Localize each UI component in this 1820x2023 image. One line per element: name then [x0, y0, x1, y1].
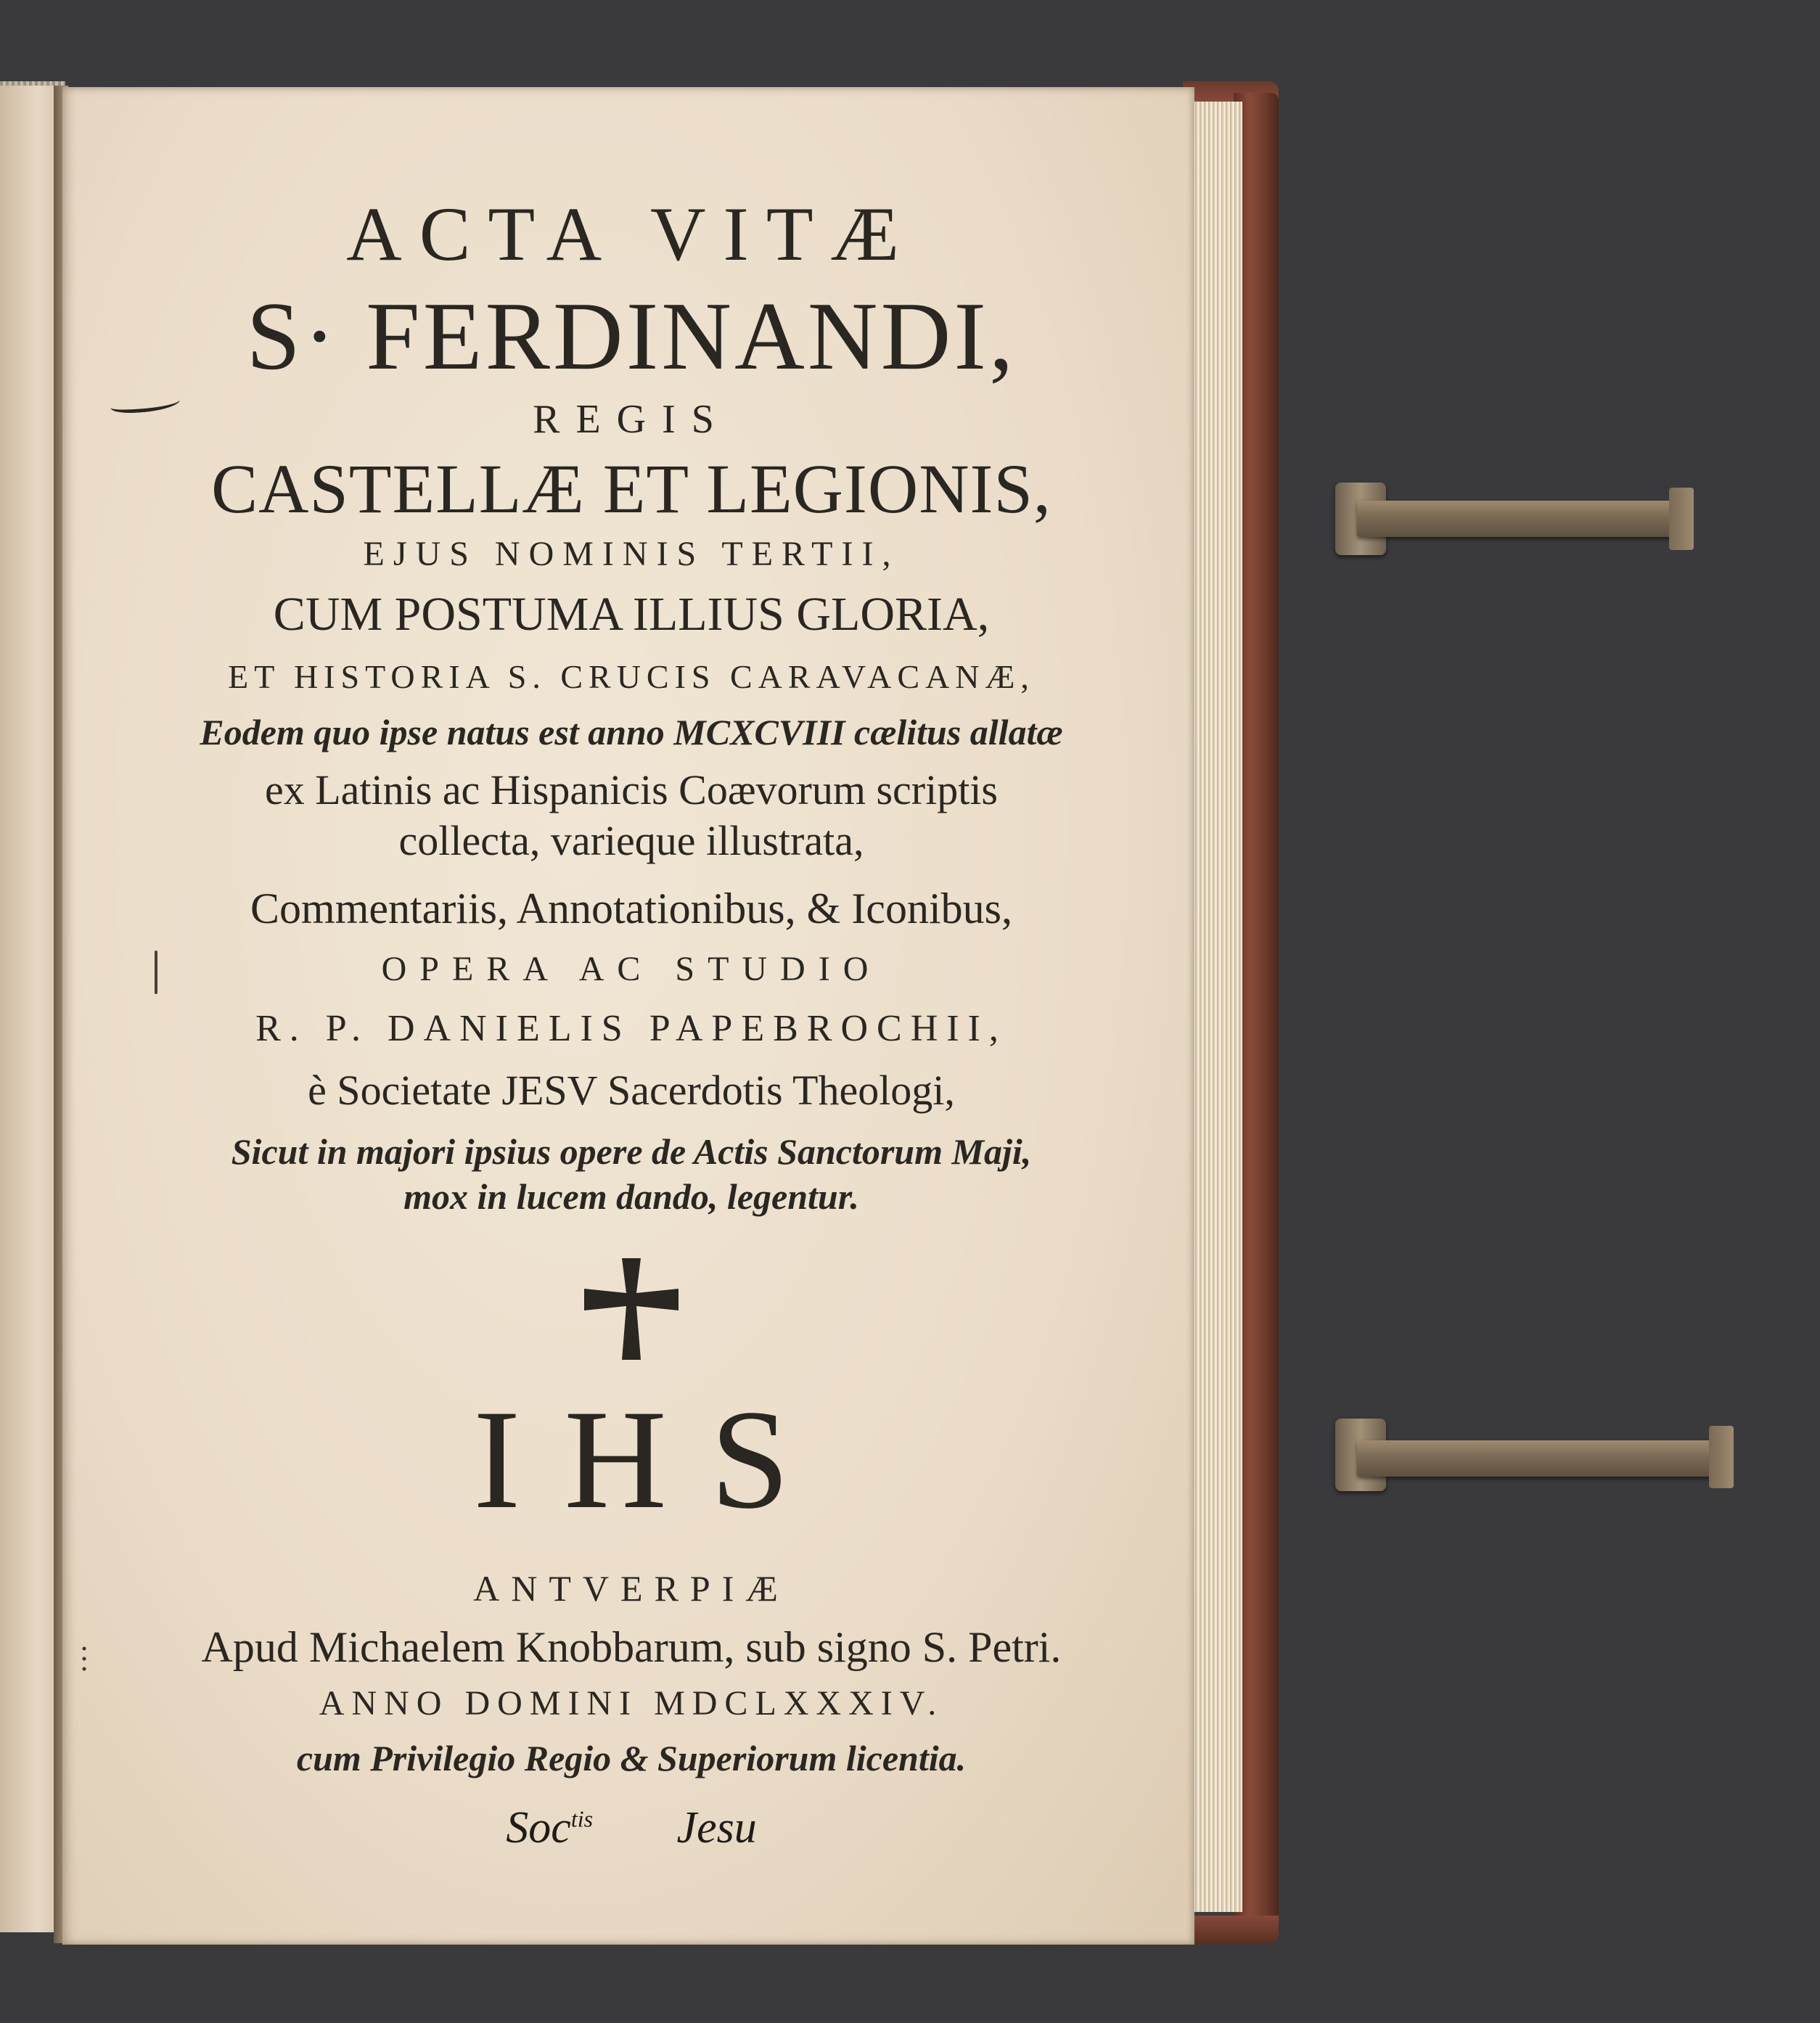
- cross-icon: [584, 1258, 679, 1360]
- title-line-regis: REGIS: [533, 397, 730, 442]
- title-line-historia: ET HISTORIA S. CRUCIS CARAVACANÆ,: [228, 658, 1035, 695]
- title-line-collecta: collecta, varieque illustrata,: [398, 817, 864, 864]
- binding-board-bottom: [1183, 1916, 1279, 1943]
- title-line-ejus: EJUS NOMINIS TERTII,: [363, 535, 900, 573]
- title-line-cum-postuma: CUM POSTUMA ILLIUS GLORIA,: [273, 588, 990, 641]
- title-page-text: [131, 192, 1132, 1852]
- cross-ornament: [131, 1258, 1132, 1360]
- lower-clasp-strap: [1357, 1440, 1720, 1477]
- manuscript-word-soc: [506, 1803, 593, 1852]
- title-line-ferdinandi: S· FERDINANDI,: [246, 282, 1017, 390]
- margin-ink-dots: [81, 1644, 87, 1673]
- title-line-commentariis: Commentariis, Annotationibus, & Iconibus,: [250, 885, 1012, 932]
- imprint-place: ANTVERPIÆ: [473, 1568, 790, 1609]
- title-line-author: R. P. DANIELIS PAPEBROCHII,: [255, 1008, 1007, 1049]
- page-edges: [1190, 102, 1242, 1912]
- title-line-societate: è Societate JESV Sacerdotis Theologi,: [308, 1067, 955, 1114]
- ihs-monogram: IHS: [473, 1381, 833, 1538]
- upper-clasp-strap: [1357, 501, 1684, 537]
- lower-clasp-end: [1709, 1426, 1734, 1488]
- imprint-year: ANNO DOMINI MDCLXXXIV.: [319, 1684, 944, 1723]
- title-line-eodem: Eodem quo ipse natus est anno MCXCVIII cælitus allatæ: [200, 712, 1063, 752]
- manuscript-soc: Soc: [506, 1803, 571, 1852]
- title-line-ex-latinis: ex Latinis ac Hispanicis Coævorum scriptis: [264, 766, 998, 813]
- manuscript-soc-superscript: tis: [570, 1805, 594, 1832]
- title-line-sicut: Sicut in majori ipsius opere de Actis Sanctorum Maji,: [231, 1131, 1032, 1172]
- imprint-privilege: cum Privilegio Regio & Superiorum licentia.: [296, 1738, 967, 1778]
- imprint-printer: Apud Michaelem Knobbarum, sub signo S. Petri.: [201, 1623, 1062, 1671]
- title-line-opera: OPERA AC STUDIO: [381, 950, 882, 988]
- title-line-mox: mox in lucem dando, legentur.: [403, 1176, 859, 1217]
- title-line-acta-vitae: ACTA VITÆ: [346, 192, 917, 276]
- title-line-castellae: CASTELLÆ ET LEGIONIS,: [211, 450, 1052, 528]
- manuscript-word-jesu: Jesu: [676, 1803, 757, 1852]
- manuscript-ownership-note: [131, 1805, 1132, 1850]
- upper-clasp-end: [1669, 488, 1694, 550]
